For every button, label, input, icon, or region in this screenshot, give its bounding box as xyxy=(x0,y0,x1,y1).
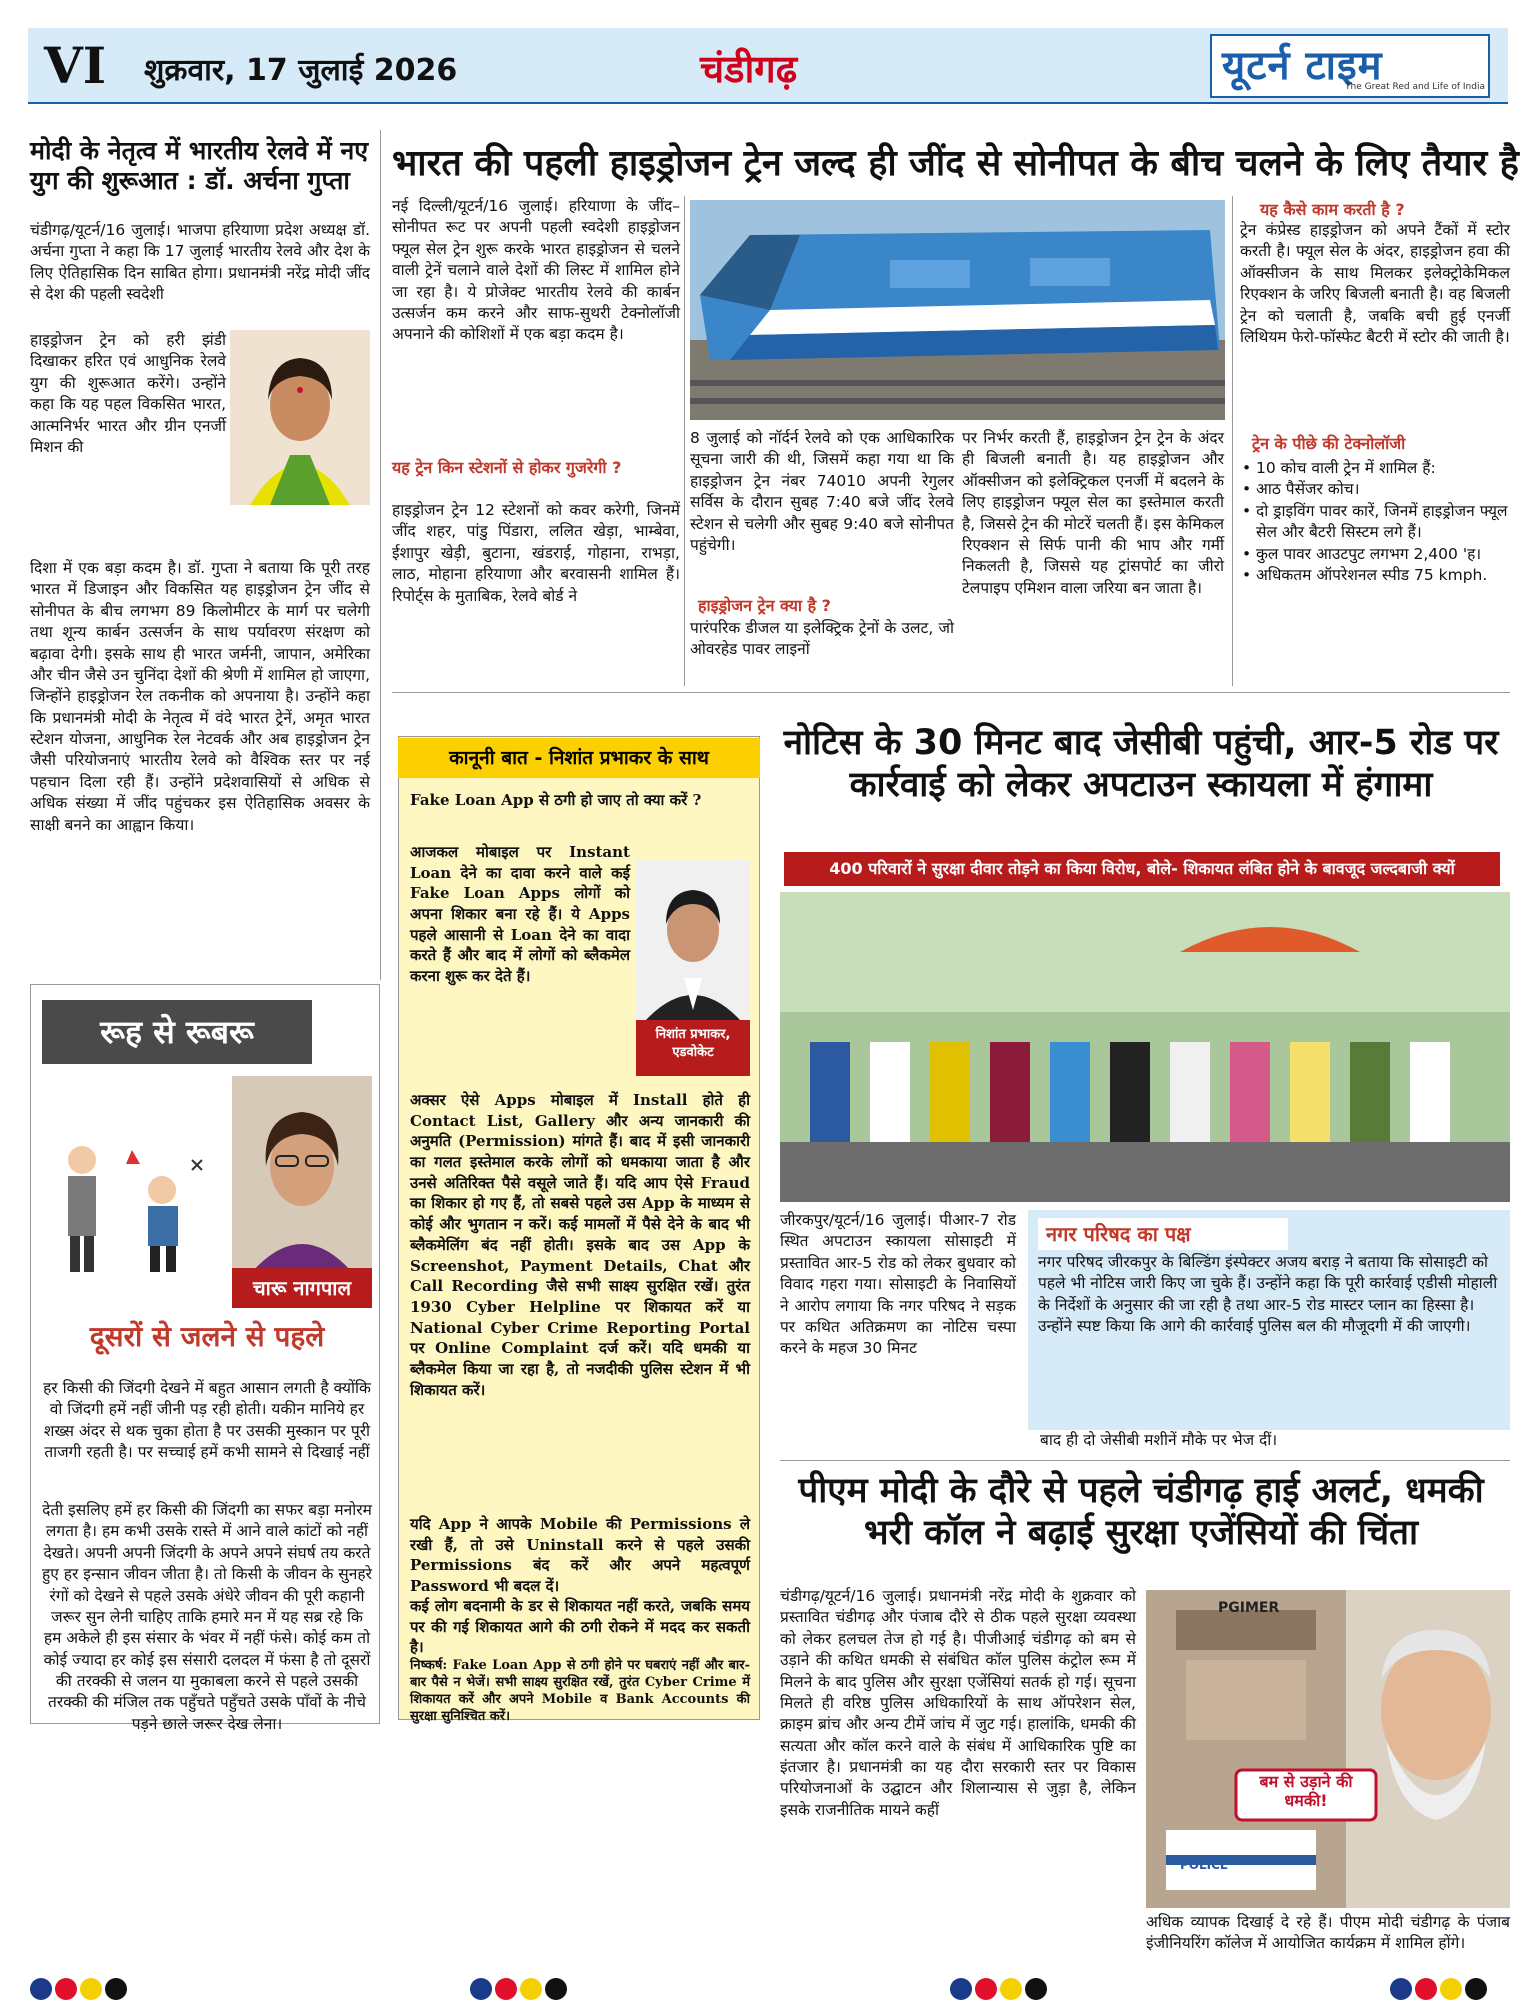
protest-photo xyxy=(780,892,1510,1202)
story2-sub4: ट्रेन के पीछे की टेक्नोलॉजी xyxy=(1252,434,1406,453)
list-item: • अधिकतम ऑपरेशनल स्पीड 75 kmph. xyxy=(1242,565,1510,586)
story2-sub1: यह ट्रेन किन स्टेशनों से होकर गुजरेगी ? xyxy=(392,458,622,477)
story1-para1: चंडीगढ़/यूटर्न/16 जुलाई। भाजपा हरियाणा प्रदेश अध्यक्ष डॉ. अर्चना गुप्ता ने कहा कि 17 जुलाई भारतीय रेलवे और देश के लिए ऐतिहासिक दिन साबित होगा। प्रधानमंत्री नरेंद्र मोदी जींद से देश की पहली स्वदेशी xyxy=(30,221,370,304)
column-rule xyxy=(380,130,381,980)
tech-bullet-list xyxy=(1242,458,1510,586)
story2-headline: भारत की पहली हाइड्रोजन ट्रेन जल्द ही जींद से सोनीपत के बीच चलने के लिए तैयार है xyxy=(392,143,1519,184)
story1-para2: दिशा में एक बड़ा कदम है। डॉ. गुप्ता ने बताया कि पूरी तरह भारत में डिजाइन और विकसित यह हाइड्रोजन ट्रेन जींद से सोनीपत के बीच लगभग 89 किलोमीटर के मार्ग पर चलेगी तथा शून्य कार्बन उत्सर्जन के साथ पर्यावरण संरक्षण को बढ़ावा देगी। इसके साथ ही भारत जर्मनी, जापान, अमेरिका और चीन जैसे उन चुनिंदा देशों की श्रेणी में शामिल हो जाएगा, जिन्होंने हाइड्रोजन रेल तकनीक को अपनाया है। उन्होंने कहा कि प्रधानमंत्री मोदी के नेतृत्व में वंदे भारत ट्रेनें, अमृत भारत स्टेशन योजना, आधुनिक रेल नेटवर्क और अब हाइड्रोजन ट्रेन जैसी परियोजनाएं भारतीय रेलवे को वैश्विक स्तर पर नई पहचान दिला रही हैं। उन्होंने प्रदेशवासियों से अधिक से अधिक संख्या में जींद पहुंचकर इस ऐतिहासिक अवसर के साक्षी बनने का आह्वान किया। xyxy=(30,559,370,834)
story3-headline: नोटिस के 30 मिनट बाद जेसीबी पहुंची, आर-5 रोड पर कार्रवाई को लेकर अपटाउन स्कायला में हंगामा xyxy=(783,723,1499,805)
police-car-label: POLICE xyxy=(1180,1858,1229,1872)
story3-tail: बाद ही दो जेसीबी मशीनें मौके पर भेज दीं। xyxy=(1040,1431,1278,1449)
hydrogen-train-photo xyxy=(690,200,1225,420)
page-number: VI xyxy=(44,36,107,95)
print-registration-dots xyxy=(950,1978,1050,2004)
kanooni-para2: अक्सर ऐसे Apps मोबाइल में Install होते ही Contact List, Gallery और अन्य जानकारी की अनुमति (Permission) मांगते हैं। बाद में इसी जानकारी का गलत इस्तेमाल करके लोगों को धमकाया जाता है और उनसे अतिरिक्त पैसे वसूले जाते हैं। यदि आप ऐसे Fraud का शिकार हो गए हैं, तो सबसे पहले उस App के माध्यम से कोई और भुगतान न करें। कई मामलों में पैसे देने के बाद भी ब्लैकमेलिंग बंद नहीं होती। इसके बाद उस App के Screenshot, Payment Details, Chat और Call Recording जैसे सभी साक्ष्य सुरक्षित रखें। तुरंत 1930 Cyber Helpline पर शिकायत करें या National Cyber Crime Reporting Portal पर Online Complaint दर्ज करें। यदि धमकी या ब्लैकमेल किया जा रहा है, तो नजदीकी पुलिस स्टेशन में भी शिकायत करें। xyxy=(410,1091,750,1399)
nagar-parishad-body: नगर परिषद जीरकपुर के बिल्डिंग इंस्पेक्टर अजय बराड़ ने बताया कि सोसाइटी को पहले भी नोटिस जारी किए जा चुके हैं। उन्होंने कहा कि पूरी कार्रवाई एडीसी मोहाली के निर्देशों के अनुसार की जा रही है तथा आर-5 रोड मास्टर प्लान का हिस्सा है। उन्होंने स्पष्ट किया कि आगे की कार्रवाई पुलिस बल की मौजूदगी में की जाएगी। xyxy=(1038,1253,1498,1336)
section-divider xyxy=(780,1460,1510,1461)
print-registration-dots xyxy=(470,1978,570,2004)
story4-tail: अधिक व्यापक दिखाई दे रहे हैं। पीएम मोदी चंडीगढ़ के पंजाब इंजीनियरिंग कॉलेज में आयोजित कार्यक्रम में शामिल होंगे। xyxy=(1146,1913,1510,1953)
story2-col1b: हाइड्रोजन ट्रेन 12 स्टेशनों को कवर करेगी, जिनमें जींद शहर, पांडु पिंडारा, ललित खेड़ा, भाम्बेवा, ईशापुर खेड़ी, बुटाना, खंडराई, गोहाना, राभड़ा, लाठ, मोहाना हरियाणा और बरवासनी शामिल हैं। रिपोर्ट्स के मुताबिक, रेलवे बोर्ड ने xyxy=(392,501,680,605)
ruh-body1: हर किसी की जिंदगी देखने में बहुत आसान लगती है क्योंकि वो जिंदगी हमें नहीं जीनी पड़ रही होती। यकीन मानिये हर शख्स अंदर से थक चुका होता है पर उसकी मुस्कान पर पूरी ताजगी रहती है। पर सच्चाई हमें कभी सामने से दिखाई नहीं xyxy=(43,1379,371,1462)
story4-headline: पीएम मोदी के दौरे से पहले चंडीगढ़ हाई अलर्ट, धमकी भरी कॉल ने बढ़ाई सुरक्षा एजेंसियों की चिंता xyxy=(798,1471,1484,1553)
print-registration-dots xyxy=(30,1978,130,2004)
story2-col4: ट्रेन कंप्रेस्ड हाइड्रोजन को अपने टैंकों में स्टोर करती है। फ्यूल सेल के अंदर, हाइड्रोजन हवा की ऑक्सीजन के साथ मिलकर इलेक्ट्रोकेमिकल रिएक्शन के जरिए बिजली बनाती है। वह बिजली ट्रेन को चलाती है, जबकि बची हुई एनर्जी लिथियम फेरो-फॉस्फेट बैटरी में स्टोर की जाती है। xyxy=(1240,221,1510,346)
story2-sub2: हाइड्रोजन ट्रेन क्या है ? xyxy=(698,596,831,615)
ruh-banner: रूह से रूबरू xyxy=(42,1000,312,1064)
kanooni-para3: यदि App ने आपके Mobile की Permissions ले रखी हैं, तो उसे Uninstall करने से पहले उसकी Permissions बंद करें और अपने महत्वपूर्ण Password भी बदल दें। xyxy=(410,1515,750,1596)
ruh-title: दूसरों से जलने से पहले xyxy=(89,1320,325,1353)
story1-para-wrap: हाइड्रोजन ट्रेन को हरी झंडी दिखाकर हरित एवं आधुनिक रेलवे युग की शुरूआत करेंगे। उन्होंने कहा कि यह पहल विकसित भारत, आत्मनिर्भर भारत और ग्रीन एनर्जी मिशन की xyxy=(30,331,226,456)
kanooni-banner: कानूनी बात - निशांत प्रभाकर के साथ xyxy=(398,738,760,778)
story2-col2: 8 जुलाई को नॉर्दर्न रेलवे को एक आधिकारिक सूचना जारी की थी, जिसमें कहा गया था कि हाइड्रोजन ट्रेन नंबर 74010 अपनी रेगुलर सर्विस के दौरान सुबह 7:40 बजे जींद रेलवे स्टेशन से चलेगी और सुबह 9:40 बजे सोनीपत पहुंचेगी। xyxy=(690,429,954,554)
nishant-caption: निशांत प्रभाकर, एडवोकेट xyxy=(636,1020,750,1076)
list-item: • कुल पावर आउटपुट लगभग 2,400 'ह। xyxy=(1242,544,1510,565)
nagar-parishad-title: नगर परिषद का पक्ष xyxy=(1038,1218,1288,1250)
list-item: • दो ड्राइविंग पावर कारें, जिनमें हाइड्रोजन फ्यूल सेल और बैटरी सिस्टम लगे हैं। xyxy=(1242,501,1510,544)
ruh-illustration xyxy=(42,1130,222,1280)
kanooni-question: Fake Loan App से ठगी हो जाए तो क्या करें ? xyxy=(410,791,702,809)
ruh-author-label: चारू नागपाल xyxy=(232,1268,372,1308)
kanooni-para1: आजकल मोबाइल पर Instant Loan देने का दावा करने वाले कई Fake Loan Apps लोगों को अपना शिकार बना रहे हैं। ये Apps पहले आसानी से Loan देने का वादा करते हैं और बाद में लोगों को ब्लैकमेल करना शुरू कर देते हैं। xyxy=(410,843,630,986)
ruh-body2: देती इसलिए हमें हर किसी की जिंदगी का सफर बड़ा मनोरम लगता है। हम कभी उसके रास्ते में आने वाले कांटों को नहीं देखते। अपनी अपनी जिंदगी के अपने अपने संघर्ष तय करते हुए हर इन्सान जीवन जीता है। तो किसी के जीवन के सुनहरे रंगों को देखने से पहले उसके अंधेरे जीवन की पूरी कहानी जरूर सुन लेनी चाहिए ताकि हमारे मन में यह सब्र रहे कि हम अकेले ही इस संसार के भंवर में नहीं फंसे। कोई कम तो कोई ज्यादा हर कोई इस संसारी दलदल में फंसा है तो दूसरों की तरक्की से जलन या मुकाबला करने से पहले उसकी तरक्की की मंजिल तक पहुँचते पहुँचते उसके पाँवों के नीचे पड़ने छाले जरूर देख लेना। xyxy=(42,1501,372,1733)
archana-gupta-photo xyxy=(230,330,370,505)
charu-nagpal-photo xyxy=(232,1076,372,1272)
column-rule xyxy=(684,196,685,686)
threat-overlay: बम से उड़ाने की धमकी! xyxy=(1259,1772,1353,1811)
story2-col1: नई दिल्ली/यूटर्न/16 जुलाई। हरियाणा के जींद–सोनीपत रूट पर अपनी पहली स्वदेशी हाइड्रोजन फ्यूल सेल ट्रेन शुरू करके भारत हाइड्रोजन से चलने वाली ट्रेनें चलाने वाले देशों की लिस्ट में शामिल होने जा रहा है। ये प्रोजेक्ट भारतीय रेलवे की कार्बन उत्सर्जन कम करने और साफ-सुथरी टेक्नोलॉजी अपनाने की कोशिशों में एक बड़ा कदम है। xyxy=(392,197,680,344)
list-item: • 10 कोच वाली ट्रेन में शामिल हैं: xyxy=(1242,458,1510,479)
story1-headline: मोदी के नेतृत्व में भारतीय रेलवे में नए युग की शुरूआत : डॉ. अर्चना गुप्ता xyxy=(30,136,369,195)
masthead-tagline: The Great Red and Life of India xyxy=(1345,82,1485,92)
masthead-title: यूटर्न टाइम xyxy=(1222,43,1383,89)
list-item: • आठ पैसेंजर कोच। xyxy=(1242,479,1510,500)
nishant-prabhakar-photo xyxy=(636,860,750,1020)
kanooni-para4: कई लोग बदनामी के डर से शिकायत नहीं करते, जबकि समय पर की गई शिकायत आगे की ठगी रोकने में मदद कर सकती है। xyxy=(410,1597,750,1657)
story2-sub3: यह कैसे काम करती है ? xyxy=(1260,200,1405,219)
column-rule xyxy=(1232,196,1233,686)
story3-body: जीरकपुर/यूटर्न/16 जुलाई। पीआर-7 रोड स्थित अपटाउन स्कायला सोसाइटी में प्रस्तावित आर-5 रोड को लेकर बुधवार को विवाद गहरा गया। सोसाइटी के निवासियों ने आरोप लगाया कि नगर परिषद ने सड़क पर कथित अतिक्रमण का नोटिस चस्पा करने के महज 30 मिनट xyxy=(780,1211,1016,1358)
header-date: शुक्रवार, 17 जुलाई 2026 xyxy=(144,53,458,88)
story2-col2b: पारंपरिक डीजल या इलेक्ट्रिक ट्रेनों के उलट, जो ओवरहेड पावर लाइनों xyxy=(690,619,954,659)
kanooni-conclusion: निष्कर्ष: Fake Loan App से ठगी होने पर घबराएं नहीं और बार-बार पैसे न भेजें। सभी साक्ष्य सुरक्षित रखें, तुरंत Cyber Crime में शिकायत करें और अपने Mobile व Bank Accounts की सुरक्षा सुनिश्चित करें। xyxy=(410,1658,750,1724)
section-divider xyxy=(392,692,1510,693)
pgimer-sign: PGIMER xyxy=(1218,1600,1280,1616)
story2-col3: पर निर्भर करती हैं, हाइड्रोजन ट्रेन ट्रेन के अंदर ही बिजली बनाती है। यह हाइड्रोजन और ऑक्सीजन को इलेक्ट्रिकल एनर्जी में बदलने के लिए हाइड्रोजन फ्यूल सेल का इस्तेमाल करती है, जिससे ट्रेन की मोटरें चलती हैं। इस केमिकल रिएक्शन से सिर्फ पानी की भाप और गर्मी निकलती है, जिससे यह ट्रांसपोर्ट का जीरो टेलपाइप एमिशन वाला जरिया बन जाता है। xyxy=(962,429,1224,597)
print-registration-dots xyxy=(1390,1978,1490,2004)
header-city: चंडीगढ़ xyxy=(700,47,798,91)
story3-strap: 400 परिवारों ने सुरक्षा दीवार तोड़ने का किया विरोध, बोले- शिकायत लंबित होने के बावजूद जल्दबाजी क्यों xyxy=(784,852,1500,886)
story4-body: चंडीगढ़/यूटर्न/16 जुलाई। प्रधानमंत्री नरेंद्र मोदी के शुक्रवार को प्रस्तावित चंडीगढ़ और पंजाब दौरे से ठीक पहले सुरक्षा व्यवस्था को लेकर हलचल तेज हो गई है। पीजीआई चंडीगढ़ को बम से उड़ाने की कथित धमकी से संबंधित कॉल पुलिस कंट्रोल रूम में मिलने के बाद पुलिस और सुरक्षा एजेंसियां सतर्क हो गई। सूचना मिलते ही वरिष्ठ पुलिस अधिकारियों के साथ ऑपरेशन सेल, क्राइम ब्रांच और अन्य टीमें जांच में जुट गई। हालांकि, धमकी की सत्यता और कॉल करने वाले के संबंध में आधिकारिक पुष्टि का इंतजार है। प्रधानमंत्री का यह दौरा सरकारी स्तर पर विकास परियोजनाओं के उद्घाटन और शिलान्यास से जुड़ा है, लेकिन इसके राजनीतिक मायने कहीं xyxy=(780,1587,1136,1819)
